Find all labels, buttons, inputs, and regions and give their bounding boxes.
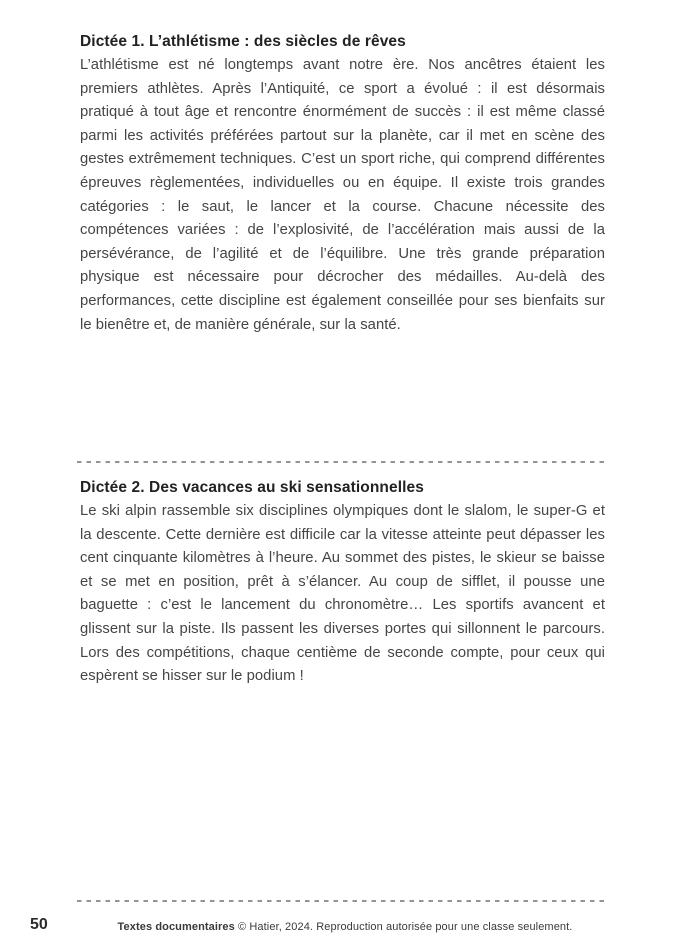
dictee-2-title: Dictée 2. Des vacances au ski sensationnelles [80, 479, 424, 496]
dictee-2-body: Le ski alpin rassemble six disciplines olympiques dont le slalom, le super-G et la descente. Cette dernière est difficile car la vitesse atteinte peut dépasser les cent cinquante kilomètres à l’heure. Au sommet des pistes, le skieur se baisse et se met en position, prêt à s’élancer. Au coup de sifflet, il pousse une baguette : c’est le lancement du chronomètre… Les sportifs avancent et glissent sur la piste. Ils passent les diverses portes qui sillonnent le parcours. Lors des compétitions, chaque centième de seconde compte, pour ceux qui espèrent se hisser sur le podium ! [80, 503, 605, 685]
dashed-cut-line-bottom [77, 900, 606, 902]
page-number: 50 [30, 916, 48, 933]
dictee-2-section [80, 477, 605, 689]
footer-series-label: Textes documentaires [117, 921, 235, 933]
dictee-1-body: L’athlétisme est né longtemps avant notre ère. Nos ancêtres étaient les premiers athlètes. Après l’Antiquité, ce sport a évolué : il est désormais pratiqué à tout âge et rencontre énormément de succès : il est même classé parmi les activités préférées partout sur la planète, car il met en scène des gestes extrêmement techniques. C’est un sport riche, qui comprend différentes épreuves règlementées, individuelles ou en équipe. Il existe trois grandes catégories : le saut, le lancer et la course. Chacune nécessite des compétences variées : de l’explosivité, de l’accélération mais aussi de la persévérance, de l’agilité et de l’équilibre. Une très grande préparation physique est nécessaire pour décrocher des médailles. Au-delà des performances, cette discipline est également conseillée pour ses bienfaits sur le bienêtre et, de manière générale, sur la santé. [80, 57, 605, 333]
dashed-cut-line-top [77, 461, 606, 463]
dictee-1-section [80, 31, 605, 337]
dictee-1-title: Dictée 1. L’athlétisme : des siècles de rêves [80, 33, 406, 50]
footer-credit [80, 921, 610, 934]
footer-copyright-text: © Hatier, 2024. Reproduction autorisée pour une classe seulement. [234, 921, 573, 933]
